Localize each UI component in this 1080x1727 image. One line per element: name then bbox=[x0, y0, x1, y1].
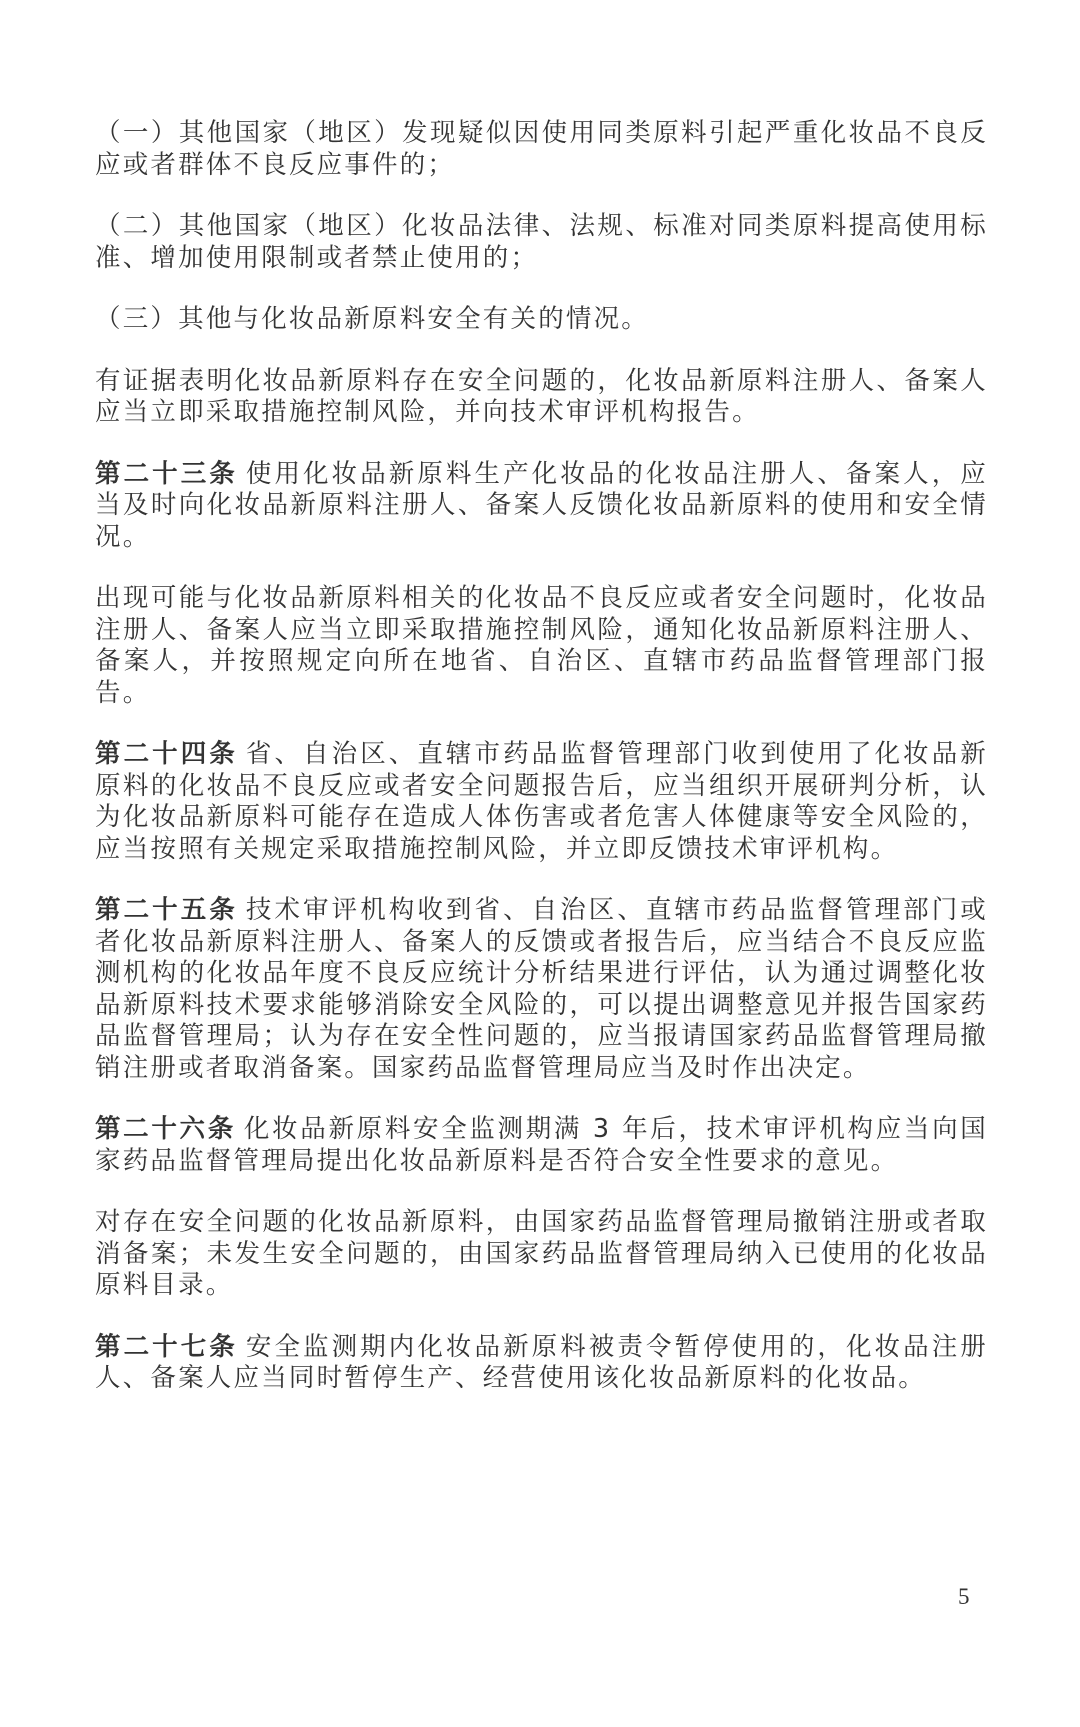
article-label: 第二十三条 bbox=[95, 458, 238, 489]
article-26 bbox=[95, 1114, 988, 1177]
article-27 bbox=[95, 1332, 988, 1395]
paragraph-text: （三）其他与化妆品新原料安全有关的情况。 bbox=[95, 304, 650, 334]
paragraph-clause-3 bbox=[95, 304, 988, 336]
article-text: 技术审评机构收到省、自治区、直辖市药品监督管理部门或者化妆品新原料注册人、备案人的反馈或者报告后，应当结合不良反应监测机构的化妆品年度不良反应统计分析结果进行评估，认为通过调整化妆品新原料技术要求能够消除安全风险的，可以提出调整意见并报告国家药品监督管理局；认为存在安全性问题的，应当报请国家药品监督管理局撤销注册或者取消备案。国家药品监督管理局应当及时作出决定。 bbox=[95, 895, 988, 1083]
article-label: 第二十五条 bbox=[95, 895, 238, 925]
paragraph-text: （一）其他国家（地区）发现疑似因使用同类原料引起严重化妆品不良反应或者群体不良反应事件的； bbox=[95, 118, 988, 180]
paragraph-text: 出现可能与化妆品新原料相关的化妆品不良反应或者安全问题时，化妆品注册人、备案人应当立即采取措施控制风险，通知化妆品新原料注册人、备案人，并按照规定向所在地省、自治区、直辖市药品监督管理部门报告。 bbox=[95, 583, 988, 708]
article-label: 第二十七条 bbox=[95, 1331, 238, 1362]
paragraph-text: （二）其他国家（地区）化妆品法律、法规、标准对同类原料提高使用标准、增加使用限制或者禁止使用的； bbox=[95, 211, 988, 273]
document-body bbox=[95, 118, 988, 1425]
paragraph-clause-2 bbox=[95, 211, 988, 274]
paragraph-safety-outcome bbox=[95, 1207, 988, 1302]
article-label: 第二十六条 bbox=[95, 1114, 236, 1144]
paragraph-adverse-reaction bbox=[95, 583, 988, 709]
article-25 bbox=[95, 895, 988, 1084]
page-number: 5 bbox=[958, 1584, 970, 1609]
article-text: 使用化妆品新原料生产化妆品的化妆品注册人、备案人，应当及时向化妆品新原料注册人、备案人反馈化妆品新原料的使用和安全情况。 bbox=[95, 458, 988, 552]
article-label: 第二十四条 bbox=[95, 739, 238, 769]
paragraph-clause-1 bbox=[95, 118, 988, 181]
article-text: 省、自治区、直辖市药品监督管理部门收到使用了化妆品新原料的化妆品不良反应或者安全问题报告后，应当组织开展研判分析，认为化妆品新原料可能存在造成人体伤害或者危害人体健康等安全风险的，应当按照有关规定采取措施控制风险，并立即反馈技术审评机构。 bbox=[95, 739, 988, 864]
paragraph-text: 对存在安全问题的化妆品新原料，由国家药品监督管理局撤销注册或者取消备案；未发生安全问题的，由国家药品监督管理局纳入已使用的化妆品原料目录。 bbox=[95, 1207, 988, 1300]
article-23 bbox=[95, 459, 988, 554]
paragraph-text: 有证据表明化妆品新原料存在安全问题的，化妆品新原料注册人、备案人应当立即采取措施控制风险，并向技术审评机构报告。 bbox=[95, 365, 988, 427]
paragraph-evidence bbox=[95, 366, 988, 429]
article-24 bbox=[95, 739, 988, 865]
article-text: 安全监测期内化妆品新原料被责令暂停使用的，化妆品注册人、备案人应当同时暂停生产、经营使用该化妆品新原料的化妆品。 bbox=[95, 1331, 988, 1393]
article-text: 化妆品新原料安全监测期满 3 年后，技术审评机构应当向国家药品监督管理局提出化妆品新原料是否符合安全性要求的意见。 bbox=[95, 1114, 988, 1176]
